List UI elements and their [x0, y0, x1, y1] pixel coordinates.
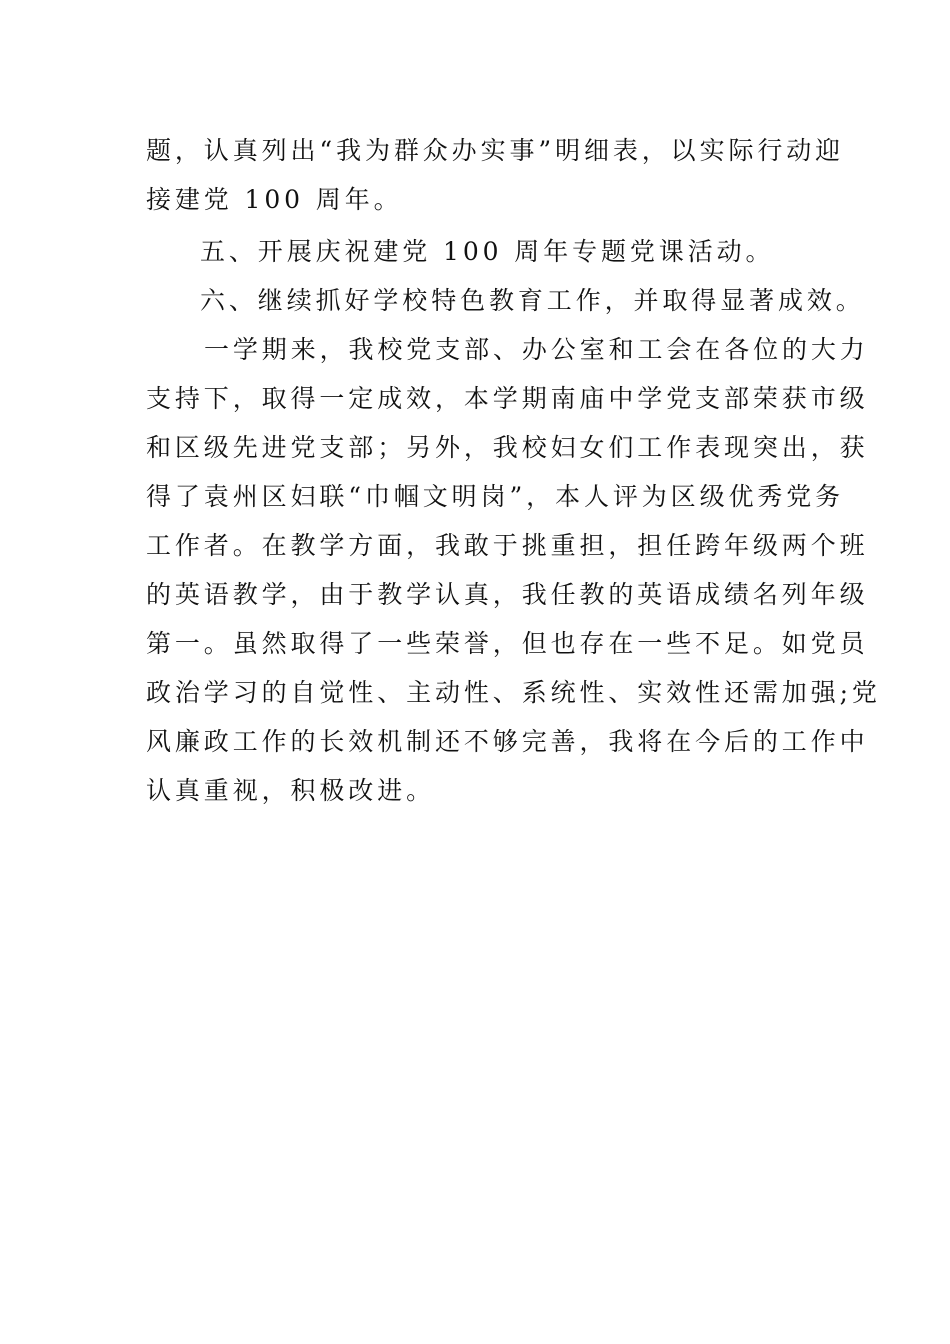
text-line: 的英语教学，由于教学认真，我任教的英语成绩名列年级 — [146, 580, 869, 609]
text-line: 工作者。在教学方面，我敢于挑重担，担任跨年级两个班 — [146, 531, 869, 560]
continuation-paragraph — [146, 126, 845, 224]
text-line: 认真重视，积极改进。 — [146, 776, 436, 805]
text-line: 接建党 100 周年。 — [146, 185, 403, 214]
text-line: 风廉政工作的长效机制还不够完善，我将在今后的工作中 — [146, 727, 869, 756]
text-line: 一学期来，我校党支部、办公室和工会在各位的大力 — [204, 335, 869, 364]
document-body — [146, 126, 881, 815]
text-line: 政治学习的自觉性、主动性、系统性、实效性还需加强;党 — [146, 678, 881, 707]
text-line: 题，认真列出“我为群众办实事”明细表，以实际行动迎 — [146, 136, 845, 165]
text-line: 支持下，取得一定成效，本学期南庙中学党支部荣获市级 — [146, 384, 869, 413]
item-six: 六、继续抓好学校特色教育工作，并取得显著成效。 — [200, 286, 865, 315]
summary-paragraph — [146, 325, 881, 815]
text-line: 第一。虽然取得了一些荣誉，但也存在一些不足。如党员 — [146, 629, 869, 658]
text-line: 得了袁州区妇联“巾帼文明岗”，本人评为区级优秀党务 — [146, 482, 845, 511]
item-five: 五、开展庆祝建党 100 周年专题党课活动。 — [200, 237, 775, 266]
text-line: 和区级先进党支部；另外，我校妇女们工作表现突出，获 — [146, 433, 869, 462]
